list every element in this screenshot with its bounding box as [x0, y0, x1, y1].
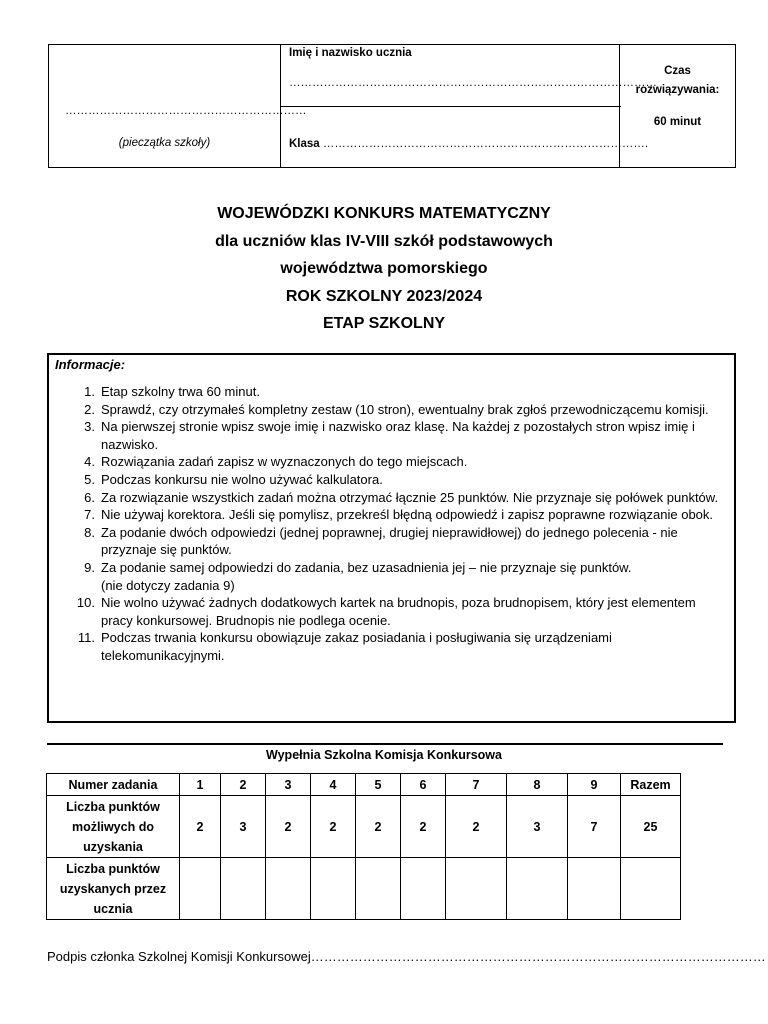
- score-input-cell[interactable]: [221, 858, 266, 920]
- student-name-row: [281, 45, 657, 107]
- table-cell: 7: [446, 774, 507, 796]
- list-item: [55, 418, 725, 453]
- signature-line: [47, 949, 766, 964]
- item-text: Nie wolno używać żadnych dodatkowych kartek na brudnopis, poza brudnopisem, który jest elementem pracy konkursowej. Brudnopis nie podlega ocenie.: [101, 595, 696, 628]
- table-cell: 2: [401, 796, 446, 858]
- table-cell: 3: [221, 796, 266, 858]
- title-line-4: ROK SZKOLNY 2023/2024: [285, 287, 483, 305]
- title-line-5: ETAP SZKOLNY: [322, 315, 446, 332]
- item-text: Etap szkolny trwa 60 minut.: [101, 384, 260, 399]
- table-cell: 2: [266, 796, 311, 858]
- header-table: [48, 44, 736, 168]
- document-title: [0, 200, 768, 338]
- item-number: 10.: [76, 595, 95, 611]
- item-number: 4.: [84, 454, 95, 470]
- item-number: 1.: [84, 384, 95, 399]
- score-input-cell[interactable]: [266, 858, 311, 920]
- item-number: 5.: [84, 471, 95, 487]
- school-stamp-dots: ………………………………………………………: [65, 105, 307, 117]
- item-number: 6.: [84, 489, 95, 505]
- score-input-cell[interactable]: [180, 858, 221, 920]
- table-cell: Razem: [621, 774, 681, 796]
- item-text: Podczas konkursu nie wolno używać kalkulatora.: [101, 471, 383, 487]
- student-name-field[interactable]: ……………………………………………………………………………………: [289, 77, 657, 89]
- signature-field[interactable]: ……………………………………………………………………………………………: [310, 949, 766, 964]
- table-cell: 3: [266, 774, 311, 796]
- item-text: Nie używaj korektora. Jeśli się pomylisz, przekreśl błędną odpowiedź i zapisz poprawne rozwiązanie obok.: [101, 507, 714, 523]
- student-info-cell: [280, 45, 657, 167]
- time-label-1: Czas: [664, 65, 691, 77]
- table-cell: 2: [446, 796, 507, 858]
- table-cell: Numer zadania: [47, 774, 180, 796]
- item-text: Za podanie samej odpowiedzi do zadania, bez uzasadnienia jej – nie przyznaje się punktów.: [101, 559, 632, 575]
- score-input-cell[interactable]: [356, 858, 401, 920]
- scores-table: [46, 773, 681, 920]
- class-field[interactable]: ………………………………………………………………………….: [322, 138, 649, 150]
- item-number: 8.: [84, 524, 95, 540]
- school-stamp-label: (pieczątka szkoły): [118, 137, 211, 149]
- score-input-cell[interactable]: [621, 858, 681, 920]
- table-cell: 4: [311, 774, 356, 796]
- commission-title: Wypełnia Szkolna Komisja Konkursowa: [266, 748, 502, 762]
- table-row-header: [47, 774, 681, 796]
- table-cell: 2: [221, 774, 266, 796]
- score-input-cell[interactable]: [401, 858, 446, 920]
- table-cell: 1: [180, 774, 221, 796]
- score-input-cell[interactable]: [507, 858, 568, 920]
- item-text: Sprawdź, czy otrzymałeś kompletny zestaw (10 stron), ewentualny brak zgłoś przewodniczącemu komisji.: [101, 401, 709, 417]
- score-input-cell[interactable]: [568, 858, 621, 920]
- table-cell: 3: [507, 796, 568, 858]
- list-item: [55, 453, 725, 471]
- signature-label: Podpis członka Szkolnej Komisji Konkursowej: [47, 949, 311, 964]
- list-item: [55, 401, 725, 419]
- item-number: 7.: [84, 507, 95, 523]
- title-line-3: województwa pomorskiego: [280, 260, 488, 277]
- title-line-1: WOJEWÓDZKI KONKURS MATEMATYCZNY: [217, 205, 551, 222]
- title-line-2: dla uczniów klas IV-VIII szkół podstawowych: [215, 232, 553, 250]
- table-cell: Liczba punktów możliwych do uzyskania: [47, 796, 180, 858]
- table-row-possible: [47, 796, 681, 858]
- item-number: 3.: [84, 419, 95, 435]
- item-text: Za rozwiązanie wszystkich zadań można otrzymać łącznie 25 punktów. Nie przyznaje się połówek punktów.: [101, 489, 719, 505]
- information-box: [47, 353, 736, 723]
- score-input-cell[interactable]: [446, 858, 507, 920]
- table-cell: 5: [356, 774, 401, 796]
- item-number: 2.: [84, 401, 95, 417]
- list-item: [55, 629, 725, 664]
- score-input-cell[interactable]: [311, 858, 356, 920]
- table-cell: 7: [568, 796, 621, 858]
- list-item: [55, 383, 725, 401]
- table-cell: 2: [180, 796, 221, 858]
- list-item: [55, 489, 725, 507]
- information-heading: Informacje:: [55, 357, 126, 372]
- table-cell: 9: [568, 774, 621, 796]
- information-list: [55, 383, 725, 665]
- table-row-obtained: [47, 858, 681, 920]
- item-number: 11.: [77, 630, 95, 646]
- item-text: Za podanie dwóch odpowiedzi (jednej poprawnej, drugiej nieprawidłowej) do jednego polecenia - nie przyznaje się punktów.: [101, 524, 678, 558]
- list-item: [55, 594, 725, 629]
- list-item: [55, 506, 725, 524]
- item-note: (nie dotyczy zadania 9): [101, 577, 235, 593]
- list-item: [55, 524, 725, 559]
- list-item: [55, 471, 725, 489]
- item-text: Rozwiązania zadań zapisz w wyznaczonych do tego miejscach.: [101, 454, 468, 470]
- class-label: Klasa: [289, 138, 320, 150]
- table-cell: 2: [311, 796, 356, 858]
- class-row: [289, 138, 648, 150]
- section-divider: [47, 743, 723, 745]
- student-name-label: Imię i nazwisko ucznia: [289, 47, 412, 59]
- table-cell: Liczba punktów uzyskanych przez ucznia: [47, 858, 180, 920]
- time-label-2: rozwiązywania:: [635, 84, 720, 96]
- item-text: Na pierwszej stronie wpisz swoje imię i nazwisko oraz klasę. Na każdej z pozostałych stron wpisz imię i nazwisko.: [101, 419, 695, 452]
- table-cell: 6: [401, 774, 446, 796]
- time-cell: [619, 45, 735, 167]
- item-text: Podczas trwania konkursu obowiązuje zakaz posiadania i posługiwania się urządzeniami telekomunikacyjnymi.: [101, 630, 612, 663]
- item-number: 9.: [84, 559, 95, 575]
- table-cell: 25: [621, 796, 681, 858]
- table-cell: 2: [356, 796, 401, 858]
- time-value: 60 minut: [653, 116, 702, 128]
- table-cell: 8: [507, 774, 568, 796]
- list-item: [55, 559, 725, 594]
